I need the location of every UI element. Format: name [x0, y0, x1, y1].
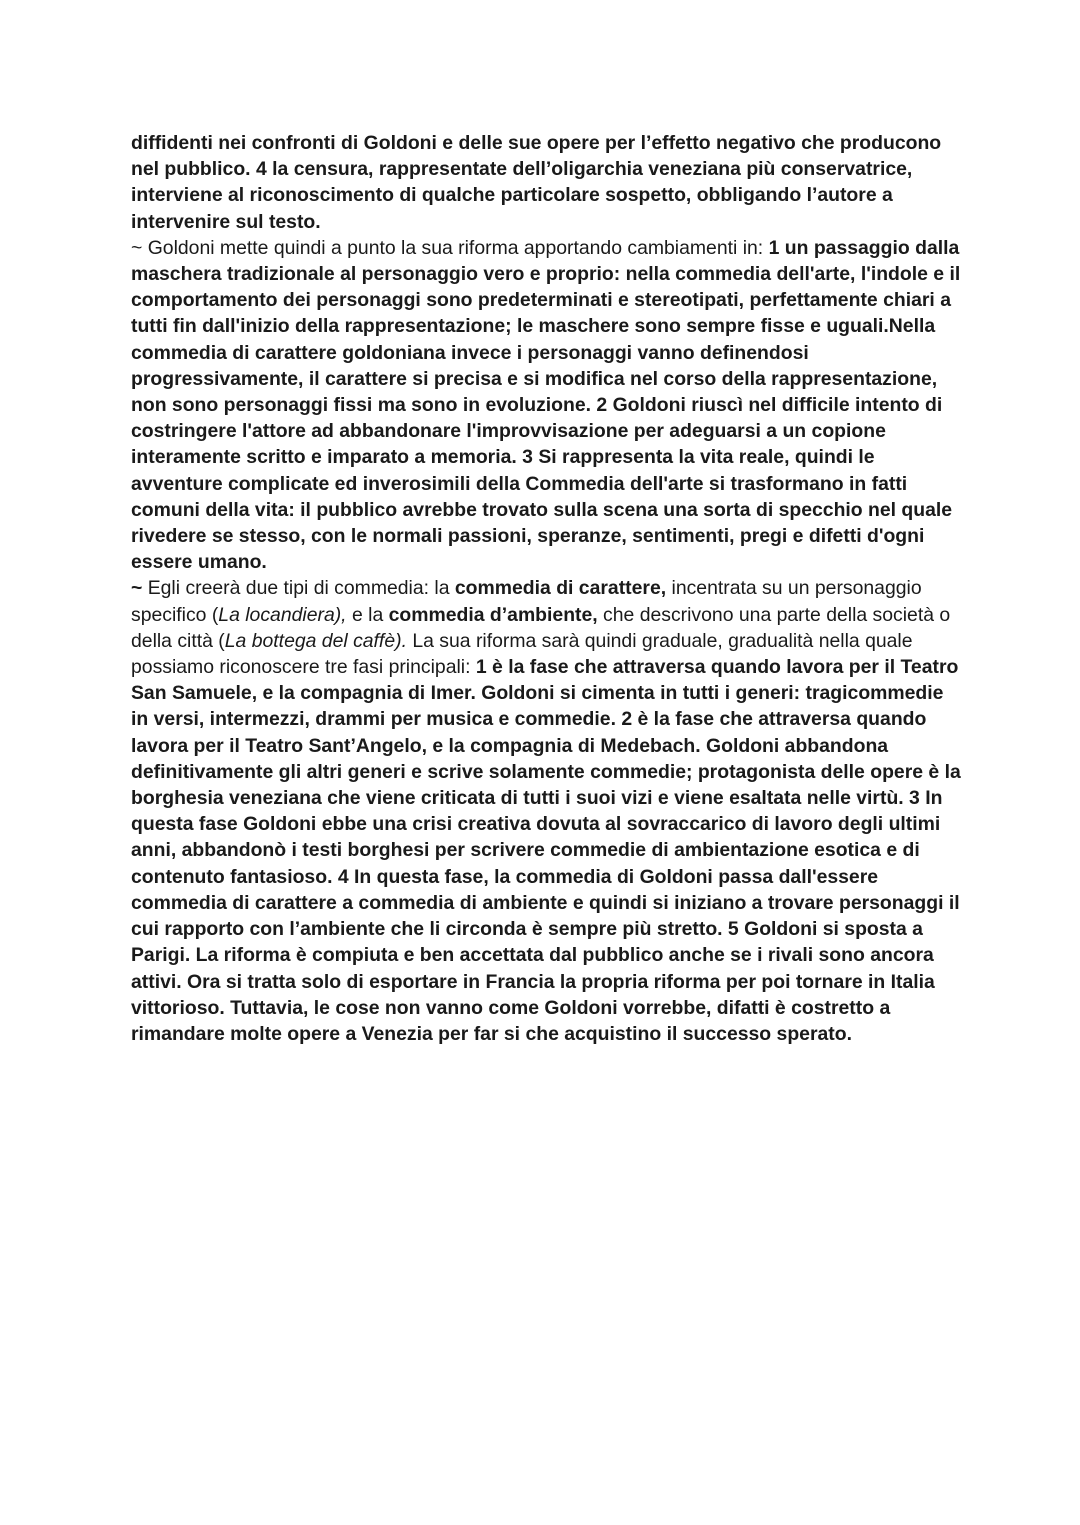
- text-run: La sua riforma sarà quindi graduale, gradualità nella quale possiamo riconoscere tre fasi principali:: [131, 629, 913, 679]
- text-run: La bottega del caffè).: [224, 629, 407, 652]
- text-run: commedia di carattere,: [454, 577, 667, 600]
- text-run: incentrata su un personaggio specifico (: [131, 577, 922, 626]
- paragraph-1: [131, 130, 961, 235]
- text-run: 1 un passaggio dalla maschera tradizionale al personaggio vero e proprio: nella commedia dell'arte, l'indole e il comportamento dei personaggi sono predeterminati e stereotipati, perfettamente chiari a tutti fin dall'inizio della rappresentazione; le maschere sono sempre fisse e uguali.Nella commedia di carattere goldoniana invece i personaggi vanno definendosi progressivamente, il carattere si precisa e si modifica nel corso della rappresentazione, non sono personaggi fissi ma sono in evoluzione. 2 Goldoni riuscì nel difficile intento di costringere l'attore ad abbandonare l'improvvisazione per adeguarsi a un copione interamente scritto e imparato a memoria. 3 Si rappresenta la vita reale, quindi le avventure complicate ed inverosimili della Commedia dell'arte si trasformano in fatti comuni della vita: il pubblico avrebbe trovato sulla scena una sorta di specchio nel quale rivedere se stesso, con le normali passioni, speranze, sentimenti, pregi e difetti d'ogni essere umano.: [131, 236, 961, 574]
- text-run: ~ Goldoni mette quindi a punto la sua riforma apportando cambiamenti in:: [131, 236, 769, 259]
- text-run: commedia d’ambiente,: [388, 603, 598, 626]
- text-run: ~: [131, 577, 148, 600]
- paragraph-2: [131, 235, 961, 576]
- paragraph-3: [131, 575, 961, 1047]
- text-run: La locandiera),: [218, 603, 347, 626]
- document-page: [131, 130, 961, 1047]
- text-run: Egli creerà due tipi di commedia: la: [147, 577, 455, 600]
- text-run: e la: [346, 603, 389, 626]
- text-run: che descrivono una parte della società o della città (: [131, 603, 951, 652]
- text-run: diffidenti nei confronti di Goldoni e delle sue opere per l’effetto negativo che producono nel pubblico. 4 la censura, rappresentate dell’oligarchia veneziana più conservatrice, interviene al riconoscimento di qualche particolare sospetto, obbligando l’autore a intervenire sul testo.: [131, 132, 942, 233]
- text-run: 1 è la fase che attraversa quando lavora per il Teatro San Samuele, e la compagnia di Imer. Goldoni si cimenta in tutti i generi: tragicommedie in versi, intermezzi, drammi per musica e commedie. 2 è la fase che attraversa quando lavora per il Teatro Sant’Angelo, e la compagnia di Medebach. Goldoni abbandona definitivamente gli altri generi e scrive solamente commedie; protagonista delle opere è la borghesia veneziana che viene criticata di tutti i suoi vizi e viene esaltata nelle virtù. 3 In questa fase Goldoni ebbe una crisi creativa dovuta al sovraccarico di lavoro degli ultimi anni, abbandonò i testi borghesi per scrivere commedie di ambientazione esotica e di contenuto fantasioso. 4 In questa fase, la commedia di Goldoni passa dall'essere commedia di carattere a commedia di ambiente e quindi si iniziano a trovare personaggi il cui rapporto con l’ambiente che li circonda è sempre più stretto. 5 Goldoni si sposta a Parigi. La riforma è compiuta e ben accettata dal pubblico anche se i rivali sono ancora attivi. Ora si tratta solo di esportare in Francia la propria riforma per poi tornare in Italia vittorioso. Tuttavia, le cose non vanno come Goldoni vorrebbe, difatti è costretto a rimandare molte opere a Venezia per far si che acquistino il successo sperato.: [131, 656, 961, 1045]
